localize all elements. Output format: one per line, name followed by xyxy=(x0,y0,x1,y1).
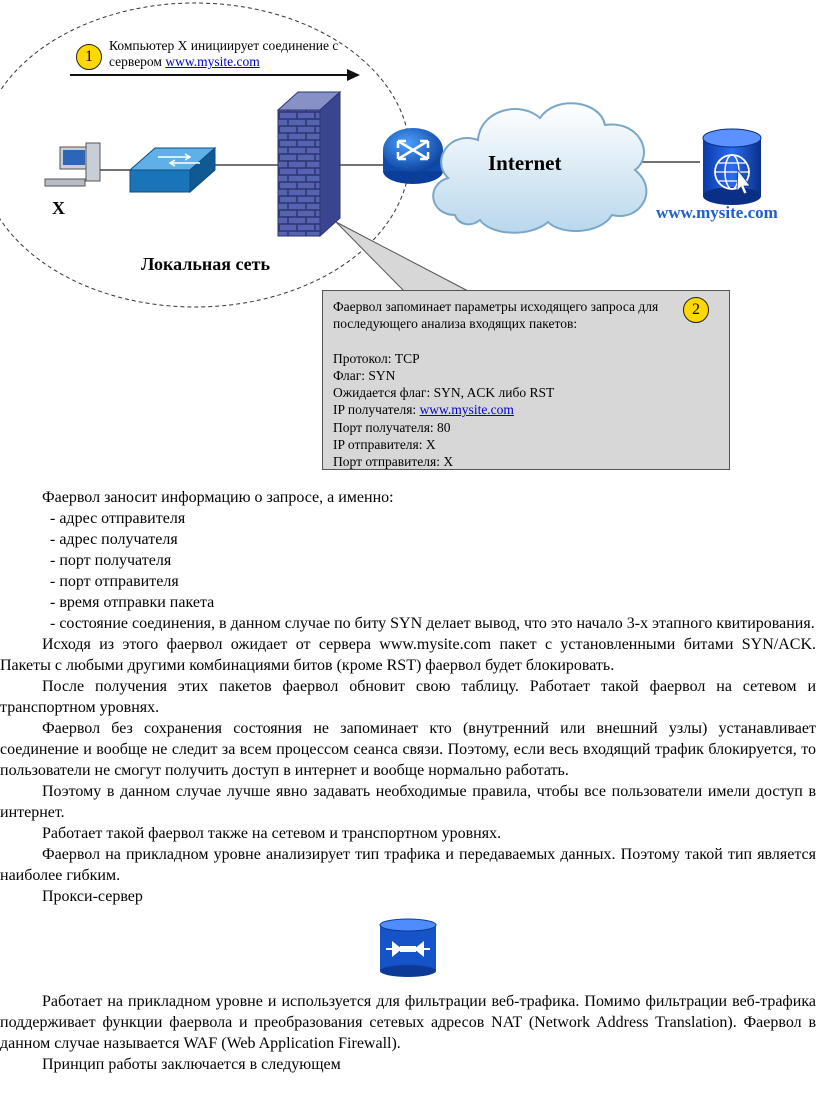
switch-icon xyxy=(130,148,215,192)
callout-ip-destination: IP получателя: www.mysite.com xyxy=(333,402,514,418)
list-item: - порт отправителя xyxy=(50,573,179,590)
document-body xyxy=(0,487,816,1075)
callout-ip-destination-link[interactable]: www.mysite.com xyxy=(419,402,514,418)
firewall-icon xyxy=(278,92,340,236)
callout-spacer xyxy=(333,333,719,350)
callout-flag: Флаг: SYN xyxy=(333,367,396,383)
proxy-server-icon xyxy=(378,917,438,977)
paragraph: Исходя из этого фаервол ожидает от сервера www.mysite.com пакет с установленными битами SYN/ACK. Пакеты с любыми другими комбинациями битов (кроме RST) фаервол будет блокировать. xyxy=(0,636,816,674)
server-icon xyxy=(703,129,761,205)
paragraph: Работает такой фаервол также на сетевом и транспортном уровнях. xyxy=(42,825,502,842)
step-1-line-1: Компьютер X инициирует соединение с xyxy=(109,38,339,53)
arrow-icon xyxy=(70,69,360,81)
network-diagram xyxy=(0,0,816,480)
step-1-caption xyxy=(109,38,338,70)
paragraph: После получения этих пакетов фаервол обновит свою таблицу. Работает такой фаервол на сетевом и транспортном уровнях. xyxy=(0,678,816,716)
list-item: - время отправки пакета xyxy=(50,594,215,611)
lan-label: Локальная сеть xyxy=(141,254,271,274)
step-2-badge: 2 xyxy=(683,297,709,323)
step-1-line-2: сервером www.mysite.com xyxy=(109,54,260,69)
intro-paragraph: Фаервол заносит информацию о запросе, а именно: xyxy=(42,489,394,506)
callout-line-1: Фаервол запоминает параметры исходящего запроса для xyxy=(333,299,659,314)
proxy-heading: Прокси-сервер xyxy=(42,888,143,905)
paragraph: Работает на прикладном уровне и используется для фильтрации веб-трафика. Помимо фильтрации веб-трафика поддерживает функции фаервола и преобразования сетевых адресов NAT (Network Address Translation). Фаервол в данном случае называется WAF (Web Application Firewall). xyxy=(0,993,816,1052)
paragraph: Фаервол без сохранения состояния не запоминает кто (внутренний или внешний узлы) устанавливает соединение и вообще не следит за всем процессом сеанса связи. Поэтому, если весь входящий трафик блокируется, то пользователи не смогут получить доступ в интернет и вообще нормально работать. xyxy=(0,720,816,779)
callout-port-source: Порт отправителя: X xyxy=(333,454,454,470)
list-item-connection-state: - состояние соединения, в данном случае по биту SYN делает вывод, что это начало 3-х этапного квитирования. xyxy=(50,615,815,632)
callout-pointer xyxy=(336,222,470,292)
callout-line-2: последующего анализа входящих пакетов: xyxy=(333,316,578,332)
paragraph: Принцип работы заключается в следующем xyxy=(42,1056,341,1073)
callout-port-destination: Порт получателя: 80 xyxy=(333,419,451,435)
server-label: www.mysite.com xyxy=(656,203,778,222)
step-1-badge: 1 xyxy=(76,44,102,70)
list-item: - адрес отправителя xyxy=(50,510,186,527)
computer-icon xyxy=(45,143,100,186)
list-item: - порт получателя xyxy=(50,552,172,569)
router-icon xyxy=(383,128,443,184)
step-1-link[interactable]: www.mysite.com xyxy=(165,54,260,69)
paragraph: Фаервол на прикладном уровне анализирует тип трафика и передаваемых данных. Поэтому такой тип является наиболее гибким. xyxy=(0,846,816,884)
list-item: - адрес получателя xyxy=(50,531,178,548)
internet-label: Internet xyxy=(488,151,562,175)
paragraph: Поэтому в данном случае лучше явно задавать необходимые правила, чтобы все пользователи имели доступ в интернет. xyxy=(0,783,816,821)
callout-ip-source: IP отправителя: X xyxy=(333,437,436,453)
callout-expected-flag: Ожидается флаг: SYN, ACK либо RST xyxy=(333,385,555,401)
firewall-callout xyxy=(322,290,730,470)
callout-protocol: Протокол: TCP xyxy=(333,350,420,366)
computer-label: X xyxy=(52,198,65,218)
